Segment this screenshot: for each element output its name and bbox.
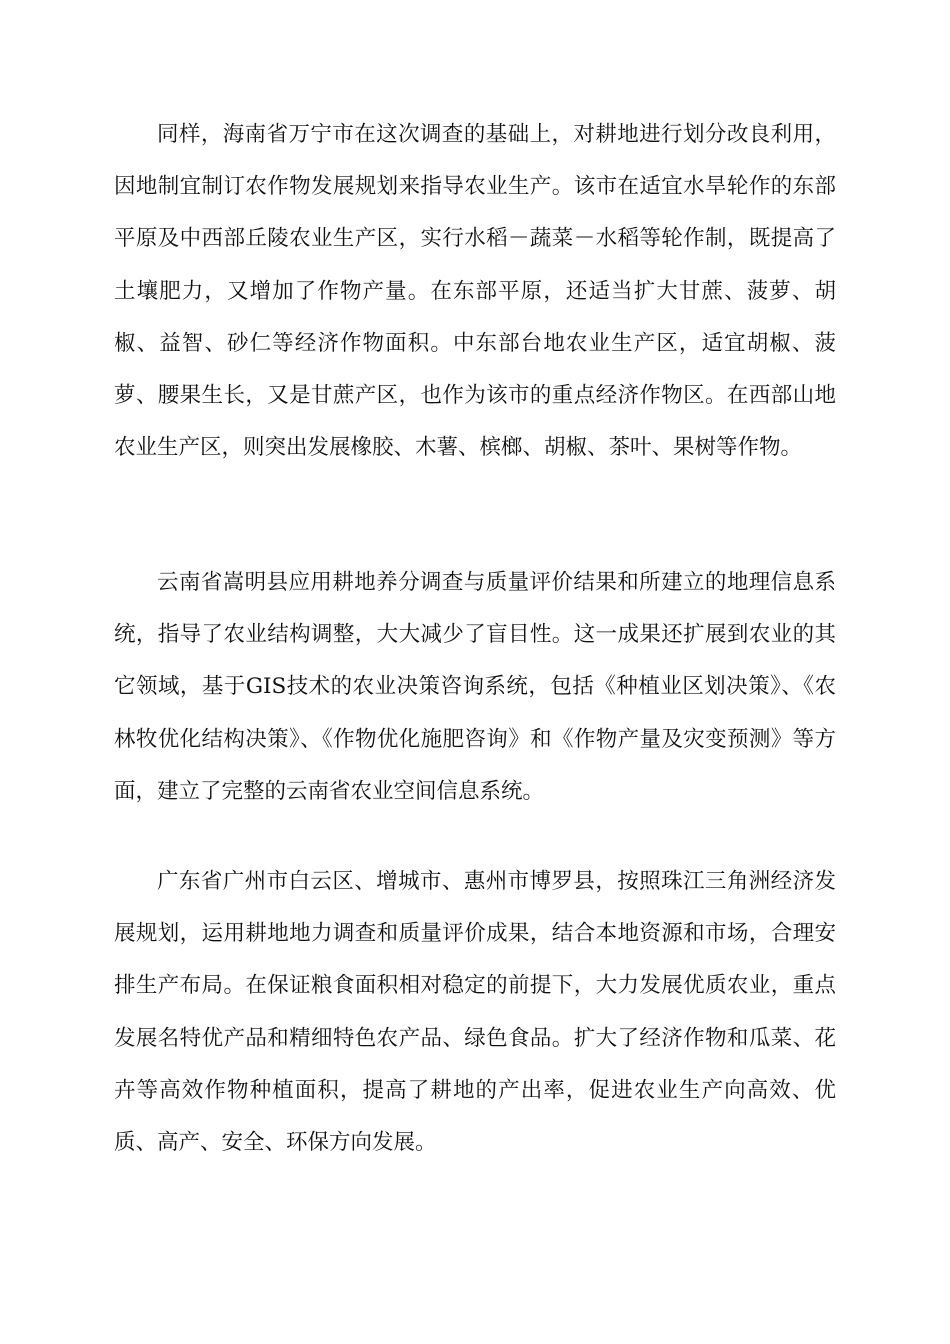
paragraph-guangdong: 广东省广州市白云区、增城市、惠州市博罗县，按照珠江三角洲经济发展规划，运用耕地地力调查和质量评价成果，结合本地资源和市场，合理安排生产布局。在保证粮食面积相对稳定的前提下，大力发展优质农业，重点发展名特优产品和精细特色农产品、绿色食品。扩大了经济作物和瓜菜、花卉等高效作物种植面积，提高了耕地的产出率，促进农业生产向高效、优质、高产、安全、环保方向发展。 [114,869,836,1156]
paragraph-hainan-wanning: 同样，海南省万宁市在这次调查的基础上，对耕地进行划分改良利用，因地制宜制订农作物发展规划来指导农业生产。该市在适宜水旱轮作的东部平原及中西部丘陵农业生产区，实行水稻－蔬菜－水稻等轮作制，既提高了土壤肥力，又增加了作物产量。在东部平原，还适当扩大甘蔗、菠萝、胡椒、益智、砂仁等经济作物面积。中东部台地农业生产区，适宜胡椒、菠萝、腰果生长，又是甘蔗产区，也作为该市的重点经济作物区。在西部山地农业生产区，则突出发展橡胶、木薯、槟榔、胡椒、茶叶、果树等作物。 [114,122,836,461]
paragraph-yunnan-songming: 云南省嵩明县应用耕地养分调查与质量评价结果和所建立的地理信息系统，指导了农业结构调整，大大减少了盲目性。这一成果还扩展到农业的其它领域，基于GIS技术的农业决策咨询系统，包括《种植业区划决策》、《农林牧优化结构决策》、《作物优化施肥咨询》和《作物产量及灾变预测》等方面，建立了完整的云南省农业空间信息系统。 [114,570,836,804]
